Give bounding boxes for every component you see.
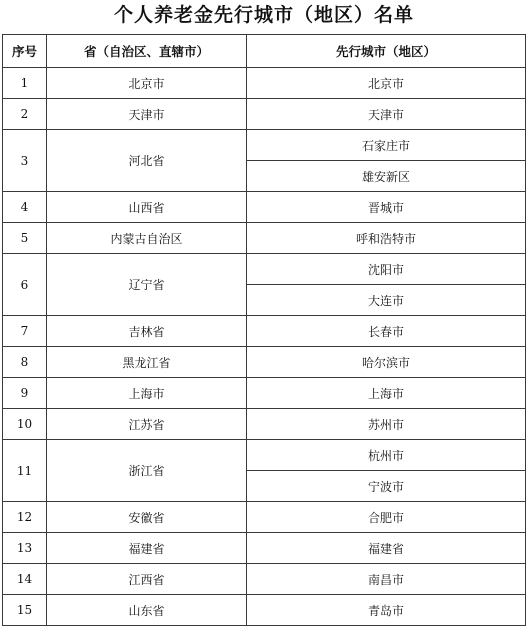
pilot-city-cell: 南昌市: [247, 564, 526, 595]
province-cell: 山东省: [47, 595, 247, 626]
table-row: [3, 502, 526, 533]
serial-number-cell: 4: [3, 192, 47, 223]
province-cell: 黑龙江省: [47, 347, 247, 378]
table-row: [3, 595, 526, 626]
pilot-city-cell: 天津市: [247, 99, 526, 130]
header-pilot-city: 先行城市（地区）: [247, 35, 526, 68]
pilot-city-cell: 宁波市: [247, 471, 526, 502]
document-title: 个人养老金先行城市（地区）名单: [113, 4, 414, 26]
province-cell: 浙江省: [47, 440, 247, 502]
pilot-city-cell: 晋城市: [247, 192, 526, 223]
serial-number-cell: 8: [3, 347, 47, 378]
table-row: [3, 564, 526, 595]
pilot-city-cell: 呼和浩特市: [247, 223, 526, 254]
table-row: [3, 68, 526, 99]
pilot-city-cell: 北京市: [247, 68, 526, 99]
pilot-city-cell: 苏州市: [247, 409, 526, 440]
table-row: [3, 316, 526, 347]
serial-number-cell: 7: [3, 316, 47, 347]
serial-number-cell: 5: [3, 223, 47, 254]
pilot-city-cell: 合肥市: [247, 502, 526, 533]
serial-number-cell: 9: [3, 378, 47, 409]
pilot-city-cell: 上海市: [247, 378, 526, 409]
table-body: [3, 68, 526, 626]
province-cell: 上海市: [47, 378, 247, 409]
pilot-city-cell: 哈尔滨市: [247, 347, 526, 378]
province-cell: 河北省: [47, 130, 247, 192]
header-province: 省（自治区、直辖市）: [47, 35, 247, 68]
province-cell: 安徽省: [47, 502, 247, 533]
serial-number-cell: 1: [3, 68, 47, 99]
table-row: [3, 440, 526, 471]
province-cell: 江西省: [47, 564, 247, 595]
province-cell: 辽宁省: [47, 254, 247, 316]
serial-number-cell: 15: [3, 595, 47, 626]
table-row: [3, 347, 526, 378]
table-row: [3, 99, 526, 130]
serial-number-cell: 14: [3, 564, 47, 595]
province-cell: 山西省: [47, 192, 247, 223]
pilot-city-cell: 长春市: [247, 316, 526, 347]
table-row: [3, 223, 526, 254]
province-cell: 江苏省: [47, 409, 247, 440]
serial-number-cell: 6: [3, 254, 47, 316]
pilot-city-cell: 石家庄市: [247, 130, 526, 161]
pilot-city-cell: 杭州市: [247, 440, 526, 471]
serial-number-cell: 2: [3, 99, 47, 130]
province-cell: 天津市: [47, 99, 247, 130]
serial-number-cell: 11: [3, 440, 47, 502]
table-row: [3, 254, 526, 285]
header-row: [3, 35, 526, 68]
province-cell: 内蒙古自治区: [47, 223, 247, 254]
pilot-city-cell: 大连市: [247, 285, 526, 316]
province-cell: 北京市: [47, 68, 247, 99]
table-header: [3, 35, 526, 68]
pilot-city-cell: 福建省: [247, 533, 526, 564]
header-serial-number: 序号: [3, 35, 47, 68]
table-row: [3, 409, 526, 440]
serial-number-cell: 12: [3, 502, 47, 533]
province-cell: 吉林省: [47, 316, 247, 347]
table-row: [3, 378, 526, 409]
pilot-city-cell: 青岛市: [247, 595, 526, 626]
pilot-cities-table: [2, 34, 526, 626]
serial-number-cell: 3: [3, 130, 47, 192]
pilot-city-cell: 雄安新区: [247, 161, 526, 192]
serial-number-cell: 13: [3, 533, 47, 564]
pilot-city-cell: 沈阳市: [247, 254, 526, 285]
serial-number-cell: 10: [3, 409, 47, 440]
province-cell: 福建省: [47, 533, 247, 564]
table-row: [3, 130, 526, 161]
table-row: [3, 192, 526, 223]
table-row: [3, 533, 526, 564]
